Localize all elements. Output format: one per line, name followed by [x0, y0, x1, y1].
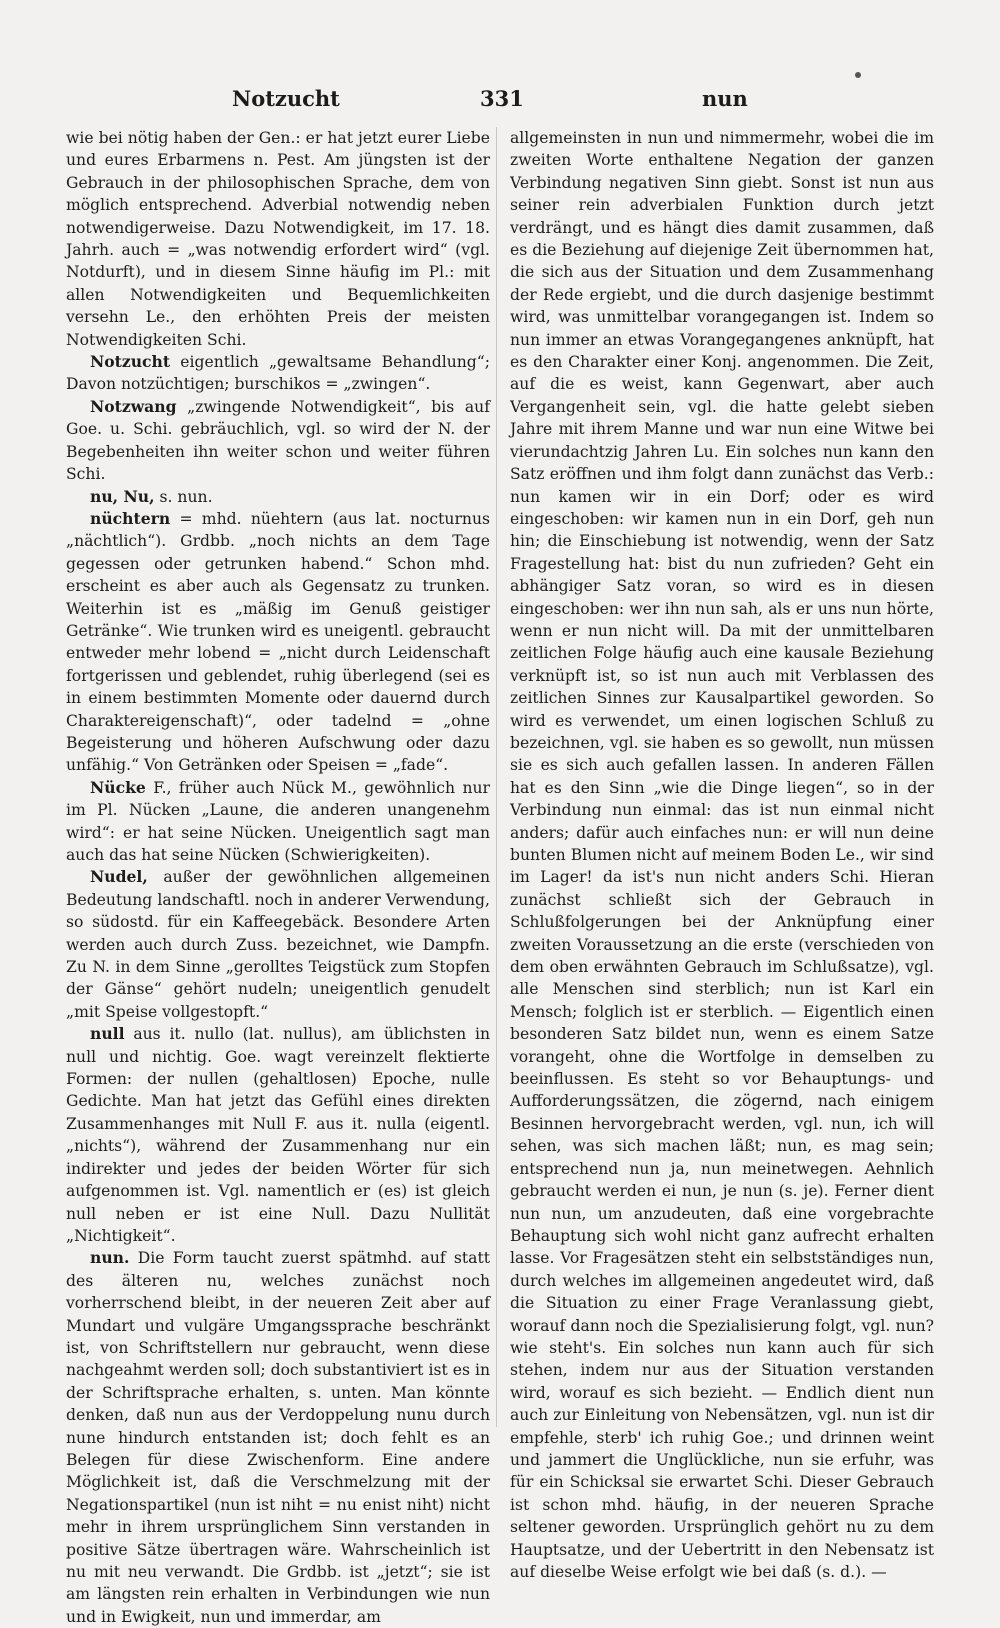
entry-headword: nun.: [90, 1248, 130, 1268]
entry-text: allgemeinsten in nun und nimmermehr, wobei die im zweiten Worte enthaltene Negation der ganzen Verbindung negativen Sinn giebt. Sonst ist nun aus seiner rein adverbialen Funktion durch jetzt verdrängt, und es hängt dies damit zusammen, daß es die Beziehung auf diejenige Zeit übernommen hat, die sich aus der Situation und dem Zusammenhang der Rede ergiebt, und die durch dasjenige bestimmt wird, was unmittelbar vorangegangen ist. Indem so nun immer an etwas Vorangegangenes anknüpft, hat es den Charakter einer Konj. angenommen. Die Zeit, auf die es weist, kann Gegenwart, aber auch Vergangenheit sein, vgl. die hatte gelebt sieben Jahre mit ihrem Manne und war nun eine Witwe bei vierundachtzig Jahren Lu. Ein solches nun kann den Satz eröffnen und ihm folgt dann zunächst das Verb.: nun kamen wir in ein Dorf; oder es wird eingeschoben: wir kamen nun in ein Dorf, geh nun hin; die Einschiebung ist notwendig, wenn der Satz Fragestellung hat: bist du nun zufrieden? Geht ein abhängiger Satz voran, so wird es in diesen eingeschoben: wer ihn nun sah, als er uns nun hörte, wenn er nun nicht will. Da mit der unmittelbaren zeitlichen Folge häufig auch eine kausale Beziehung verknüpft ist, so ist nun auch mit Verblassen des zeitlichen Sinnes zur Kausalpartikel geworden. So wird es verwendet, um einen logischen Schluß zu bezeichnen, vgl. sie haben es so gewollt, nun müssen sie es sich auch gefallen lassen. In anderen Fällen hat es den Sinn „wie die Dinge liegen“, so in der Verbindung nun einmal: das ist nun einmal nicht anders; dafür auch einfaches nun: er will nun deine bunten Blumen nicht auf meinem Boden Le., wir sind im Lager! da ist's nun nicht anders Schi. Hieran zunächst schließt sich der Gebrauch in Schlußfolgerungen bei der Anknüpfung einer zweiten Voraussetzung an die erste (verschieden von dem oben erwähnten Gebrauch im Schlußsatze), vgl. alle Menschen sind sterblich; nun ist Karl ein Mensch; folglich ist er sterblich. — Eigentlich einen besonderen Satz bildet nun, wenn es einem Satze vorangeht, ohne die Wortfolge in demselben zu beeinflussen. Es steht so vor Behauptungs- und Aufforderungssätzen, die zögernd, nach einigem Besinnen hervorgebracht werden, vgl. nun, ich will sehen, was sich machen läßt; nun, es mag sein; entsprechend nun ja, nun meinetwegen. Aehnlich gebraucht werden ei nun, je nun (s. je). Ferner dient nun nun, um anzudeuten, daß eine vorgebrachte Behauptung sich wohl nicht ganz aufrecht erhalten lasse. Vor Fragesätzen steht ein selbstständiges nun, durch welches im allgemeinen angedeutet wird, daß die Situation zu einer Frage Veranlassung giebt, worauf dann noch die Spezialisierung folgt, vgl. nun? wie steht's. Ein solches nun kann auch für sich stehen, indem nur aus der Situation verstanden wird, worauf es sich bezieht. — Endlich dient nun auch zur Einleitung von Nebensätzen, vgl. nun ist dir empfehle, sterb' ich ruhig Goe.; und drinnen weint und jammert die Unglückliche, nun sie erfuhr, was für ein Schicksal sie erwartet Schi. Dieser Gebrauch ist schon mhd. häufig, in der neueren Sprache seltener geworden. Ursprünglich gehört nu zu dem Hauptsatze, und der Uebertritt in den Nebensatz ist auf dieselbe Weise erfolgt wie bei daß (s. d.). —: [510, 129, 934, 1581]
entry-headword: nu, Nu,: [90, 486, 155, 506]
entry-continuation: [66, 127, 490, 351]
dictionary-entry: [66, 1247, 490, 1628]
entry-text: s. nun.: [154, 487, 213, 506]
entry-headword: Nücke: [90, 777, 146, 797]
dictionary-entry: [66, 508, 490, 777]
page-number: 331: [480, 86, 524, 111]
entry-text: eigentlich „gewaltsame Behandlung“; Davon notzüchtigen; burschikos = „zwingen“.: [66, 353, 490, 394]
ink-speck: [855, 72, 861, 78]
entry-text: aus it. nullo (lat. nullus), am üblichsten in null und nichtig. Goe. wagt vereinzelt flektierte Formen: der nullen (gehaltlosen) Epoche, nulle Gedichte. Man hat jetzt das Gefühl eines direkten Zusammenhanges mit Null F. aus it. nulla (eigentl. „nichts“), während der Zusammenhang nur ein indirekter und jedes der beiden Wörter für sich aufgenommen ist. Vgl. namentlich er (es) ist gleich null neben er ist eine Null. Dazu Nullität „Nichtigkeit“.: [66, 1025, 490, 1245]
dictionary-entry: [66, 396, 490, 486]
running-header: [62, 86, 942, 116]
entry-text: wie bei nötig haben der Gen.: er hat jetzt eurer Liebe und eures Erbarmens n. Pest. Am jüngsten ist der Gebrauch in der philosophischen Sprache, dem von möglich entsprechend. Adverbial notwendig neben notwendigerweise. Dazu Notwendigkeit, im 17. 18. Jahrh. auch = „was notwendig erfordert wird“ (vgl. Notdurft), und in diesem Sinne häufig im Pl.: mit allen Notwendigkeiten und Bequemlichkeiten versehn Le., den erhöhten Preis der meisten Notwendigkeiten Schi.: [66, 129, 490, 349]
entry-text: = mhd. nüehtern (aus lat. nocturnus „nächtlich“). Grdbb. „noch nichts an dem Tage gegessen oder getrunken habend.“ Schon mhd. erscheint es aber auch als Gegensatz zu trunken. Weiterhin ist es „mäßig im Genuß geistiger Getränke“. Wie trunken wird es uneigentl. gebraucht entweder mehr lobend = „nicht durch Leidenschaft fortgerissen und geblendet, ruhig überlegend (sei es in einem bestimmten Momente oder dauernd durch Charaktereigenschaft)“, oder tadelnd = „ohne Begeisterung und höheren Aufschwung oder dazu unfähig.“ Von Getränken oder Speisen = „fade“.: [66, 509, 490, 775]
entry-headword: Nudel,: [90, 867, 148, 887]
dictionary-entry: [66, 351, 490, 396]
header-right-keyword: nun: [702, 86, 748, 111]
entry-headword: Notzucht: [90, 352, 171, 372]
entry-headword: nüchtern: [90, 508, 171, 528]
dictionary-entry: [66, 777, 490, 867]
dictionary-entry: [66, 866, 490, 1023]
left-column: [66, 127, 490, 1628]
entry-headword: Notzwang: [90, 396, 177, 416]
entry-text: „zwingende Notwendigkeit“, bis auf Goe. u. Schi. gebräuchlich, vgl. so wird der N. der Begebenheiten ihn weiter schon und weiter führen Schi.: [66, 397, 490, 484]
right-column: [510, 127, 934, 1583]
entry-continuation: [510, 127, 934, 1583]
entry-text: Die Form taucht zuerst spätmhd. auf statt des älteren nu, welches zunächst noch vorherrschend bleibt, in der neueren Zeit aber auf Mundart und vulgäre Umgangssprache beschränkt ist, von Schriftstellern nur gebraucht, wenn diese nachgeahmt werden soll; doch substantiviert ist es in der Schriftsprache erhalten, s. unten. Man könnte denken, daß nun aus der Verdoppelung nunu durch nune hindurch entstanden ist; doch fehlt es an Belegen für diese Zwischenform. Eine andere Möglichkeit ist, daß die Verschmelzung mit der Negationspartikel (nun ist niht = nu enist niht) nicht mehr in ihrem ursprünglichem Sinn verstanden in positive Sätze übertragen wäre. Wahrscheinlich ist nu mit neu verwandt. Die Grdbb. ist „jetzt“; sie ist am längsten rein erhalten in Verbindungen wie nun und in Ewigkeit, nun und immerdar, am: [66, 1249, 490, 1626]
entry-text: außer der gewöhnlichen allgemeinen Bedeutung landschaftl. noch in anderer Verwendung, so südostd. für ein Kaffeegebäck. Besondere Arten werden auch durch Zuss. bezeichnet, wie Dampfn. Zu N. in dem Sinne „gerolltes Teigstück zum Stopfen der Gänse“ gehört nudeln; uneigentlich genudelt „mit Speise vollgestopft.“: [66, 868, 490, 1021]
entry-headword: null: [90, 1024, 125, 1044]
dictionary-entry: [66, 486, 490, 508]
column-divider: [496, 127, 497, 1427]
header-left-keyword: Notzucht: [232, 86, 340, 111]
dictionary-entry: [66, 1023, 490, 1247]
entry-text: F., früher auch Nück M., gewöhnlich nur im Pl. Nücken „Laune, die anderen unangenehm wird“: er hat seine Nücken. Uneigentlich sagt man auch das hat seine Nücken (Schwierigkeiten).: [66, 778, 490, 864]
